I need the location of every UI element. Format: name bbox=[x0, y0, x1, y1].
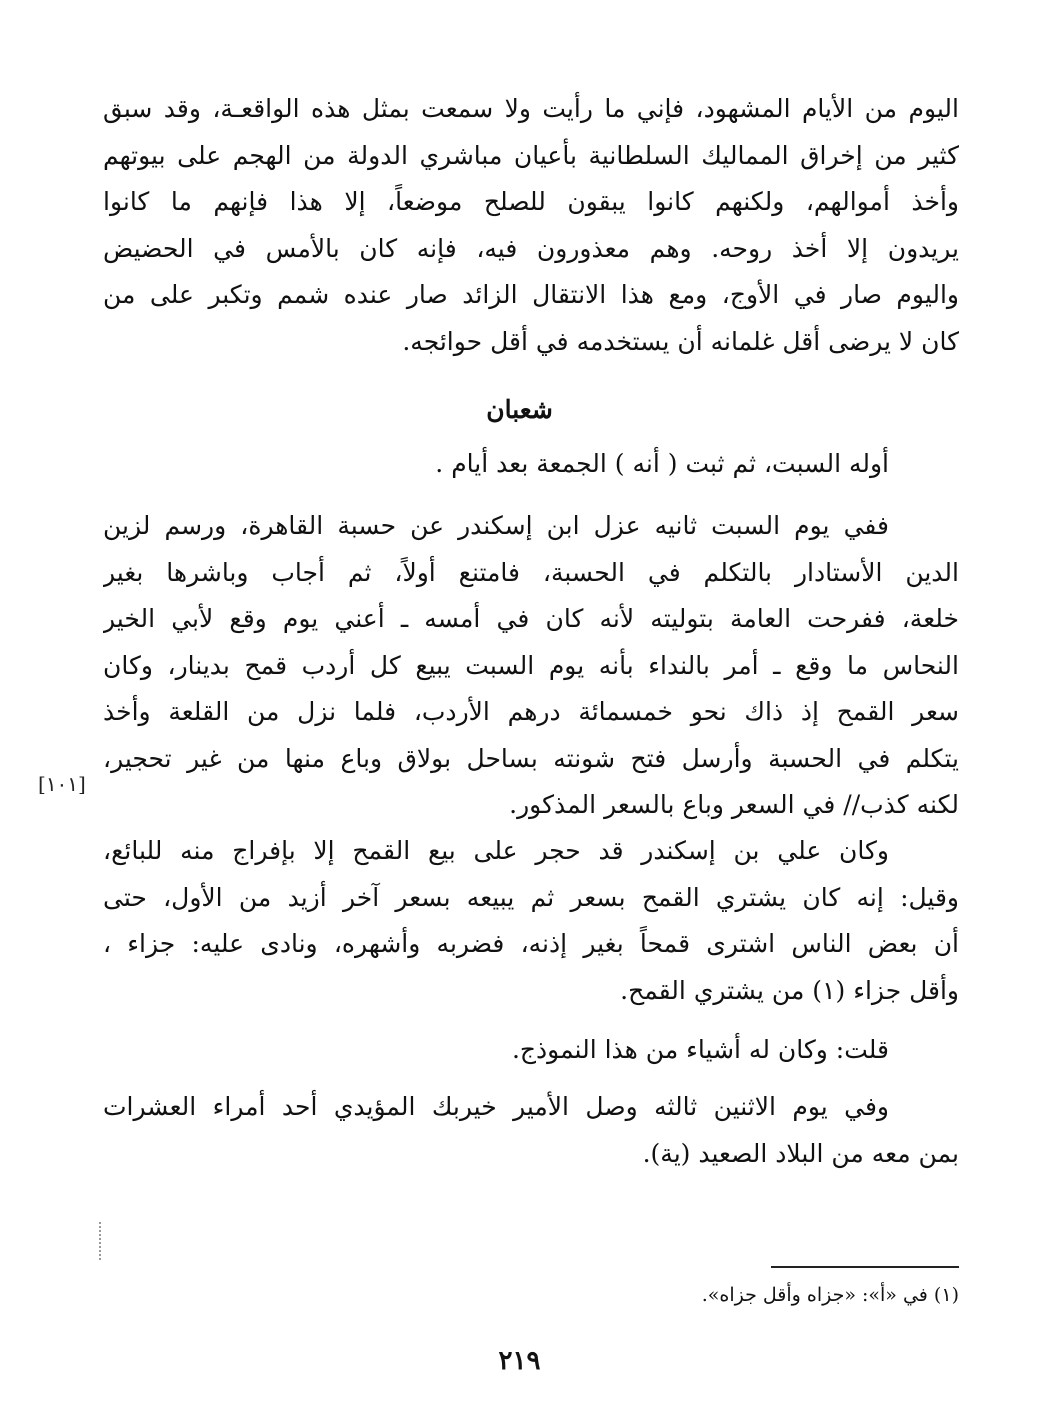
text-line: وقيل: إنه كان يشتري القمح بسعر ثم يبيعه بسعر آخر أزيد من الأول، حتى bbox=[103, 882, 959, 912]
text-line: وأقل جزاء (١) من يشتري القمح. bbox=[620, 975, 959, 1005]
paragraph-month-start bbox=[103, 441, 959, 488]
text-line: وفي يوم الاثنين ثالثه وصل الأمير خيربك المؤيدي أحد أمراء العشرات bbox=[103, 1092, 889, 1121]
text-line: اليوم من الأيام المشهود، فإني ما رأيت ولا سمعت بمثل هذه الواقعـة، وقد سبق bbox=[103, 94, 959, 123]
paragraph-ibn-iskandar bbox=[103, 828, 959, 1014]
text-line: خلعة، ففرحت العامة بتوليته لأنه كان في أمسه ـ أعني يوم وقع لأبي الخير bbox=[103, 604, 959, 633]
text-line: ففي يوم السبت ثانيه عزل ابن إسكندر عن حسبة القاهرة، ورسم لزين bbox=[103, 511, 889, 540]
paragraph-opening bbox=[103, 86, 959, 365]
text-line: واليوم صار في الأوج، ومع هذا الانتقال الزائد صار عنده شمم وتكبر على من bbox=[103, 280, 959, 309]
text-line: يتكلم في الحسبة وأرسل فتح شونته بساحل بولاق وباع منها من غير تحجير، bbox=[103, 743, 959, 773]
text-line: أن بعض الناس اشترى قمحاً بغير إذنه، فضربه وأشهره، ونادى عليه: جزاء ، bbox=[103, 929, 959, 958]
margin-folio-reference: [١٠١] bbox=[38, 772, 86, 796]
text-line: لكنه كذب// في السعر وباع بالسعر المذكور. bbox=[509, 790, 959, 819]
scan-artifact-mark bbox=[99, 1222, 103, 1260]
text-line: النحاس ما وقع ـ أمر بالنداء بأنه يوم السبت يبيع كل أردب قمح بدينار، وكان bbox=[103, 650, 959, 680]
text-line: سعر القمح إذ ذاك نحو خمسمائة درهم الأردب، فلما نزل من القلعة وأخذ bbox=[103, 697, 959, 726]
text-line: كثير من إخراق المماليك السلطانية بأعيان مباشري الدولة من الهجم على بيوتهم bbox=[103, 140, 959, 170]
paragraph-comment bbox=[103, 1027, 959, 1074]
text-line: قلت: وكان له أشياء من هذا النموذج. bbox=[511, 1035, 889, 1064]
text-line: بمن معه من البلاد الصعيد (ية). bbox=[642, 1138, 959, 1168]
text-line: يريدون إلا أخذ روحه. وهم معذورون فيه، فإنه كان بالأمس في الحضيض bbox=[103, 233, 959, 263]
page-number: ٢١٩ bbox=[498, 1346, 541, 1376]
text-line: الدين الأستادار بالتكلم في الحسبة، فامتنع أولاً، ثم أجاب وباشرها بغير bbox=[103, 557, 959, 587]
section-heading: شعبان bbox=[486, 395, 553, 424]
text-line: وأخذ أموالهم، ولكنهم كانوا يبقون للصلح موضعاً، إلا هذا فإنهم ما كانوا bbox=[103, 187, 959, 216]
paragraph-monday bbox=[103, 1084, 959, 1177]
text-line: وكان علي بن إسكندر قد حجر على بيع القمح إلا بإفراج منه للبائع، bbox=[103, 836, 889, 865]
footnote-divider bbox=[771, 1266, 959, 1268]
text-line: أوله السبت، ثم ثبت ( أنه ) الجمعة بعد أيام . bbox=[435, 449, 889, 478]
text-line: كان لا يرضى أقل غلمانه أن يستخدمه في أقل حوائجه. bbox=[402, 326, 959, 356]
paragraph-hisba bbox=[103, 503, 959, 829]
footnote: (١) في «أ»: «جزاه وأقل جزاه». bbox=[701, 1284, 959, 1306]
